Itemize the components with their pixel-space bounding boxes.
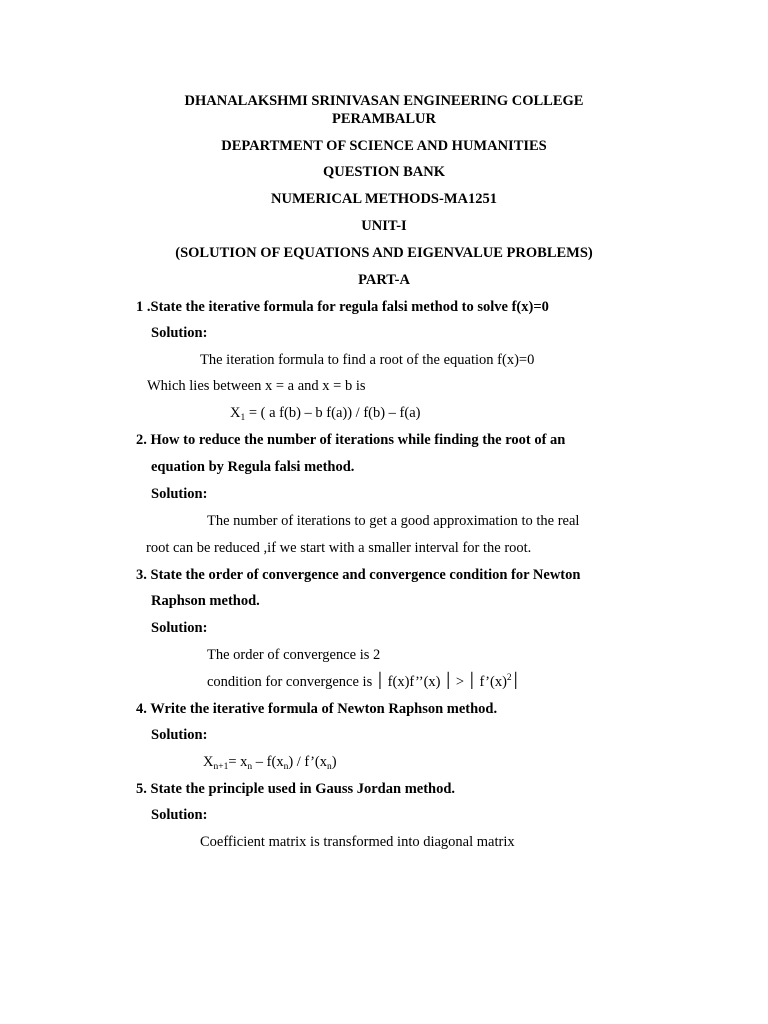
convergence-condition: condition for convergence is ׀ f(x)f’’(x) ׀ < ׀ f’(x)׀$^2$ (207, 673, 520, 690)
solution-label: Solution: (151, 620, 208, 636)
regula-falsi-formula: $X_1$ = ( a f(b) – b f(a)) / f(b) – f(a) (230, 405, 421, 423)
answer-2-line-2: root can be reduced ,if we start with a smaller interval for the root. (146, 540, 532, 556)
college-city: PERAMBALUR (332, 111, 436, 127)
solution-label: Solution: (151, 325, 208, 341)
newton-raphson-formula: $X_{n+1}= x_n - f(x_n)$ / $f’(x_n)$ (203, 754, 337, 772)
solution-label: Solution: (151, 727, 208, 743)
unit-title: (SOLUTION OF EQUATIONS AND EIGENVALUE PROBLEMS) (175, 245, 593, 261)
answer-2-line-1: The number of iterations to get a good approximation to the real (207, 513, 580, 529)
question-4: 4. Write the iterative formula of Newton Raphson method. (136, 701, 498, 717)
document-type: QUESTION BANK (322, 164, 446, 180)
question-1: 1 .State the iterative formula for regula falsi method to solve f(x)=0 (136, 299, 549, 315)
unit-heading: UNIT-I (361, 218, 407, 234)
question-3-line-2: Raphson method. (151, 593, 260, 609)
answer-1-line-2: Which lies between x = a and x = b is (147, 378, 366, 394)
answer-1-line-1: The iteration formula to find a root of the equation f(x)=0 (200, 352, 535, 368)
college-name: DHANALAKSHMI SRINIVASAN ENGINEERING COLLEGE (184, 93, 584, 109)
solution-label: Solution: (151, 807, 208, 823)
question-5: 5. State the principle used in Gauss Jordan method. (136, 781, 456, 797)
question-3-line-1: 3. State the order of convergence and convergence condition for Newton (136, 567, 581, 583)
solution-label: Solution: (151, 486, 208, 502)
department-name: DEPARTMENT OF SCIENCE AND HUMANITIES (221, 138, 547, 154)
question-2-line-1: 2. How to reduce the number of iterations while finding the root of an (136, 432, 566, 448)
part-heading: PART-A (358, 272, 410, 288)
answer-3-line-1: The order of convergence is 2 (207, 647, 381, 663)
answer-5-line-1: Coefficient matrix is transformed into diagonal matrix (200, 834, 515, 850)
question-2-line-2: equation by Regula falsi method. (151, 459, 355, 475)
subject-title: NUMERICAL METHODS-MA1251 (271, 191, 497, 207)
